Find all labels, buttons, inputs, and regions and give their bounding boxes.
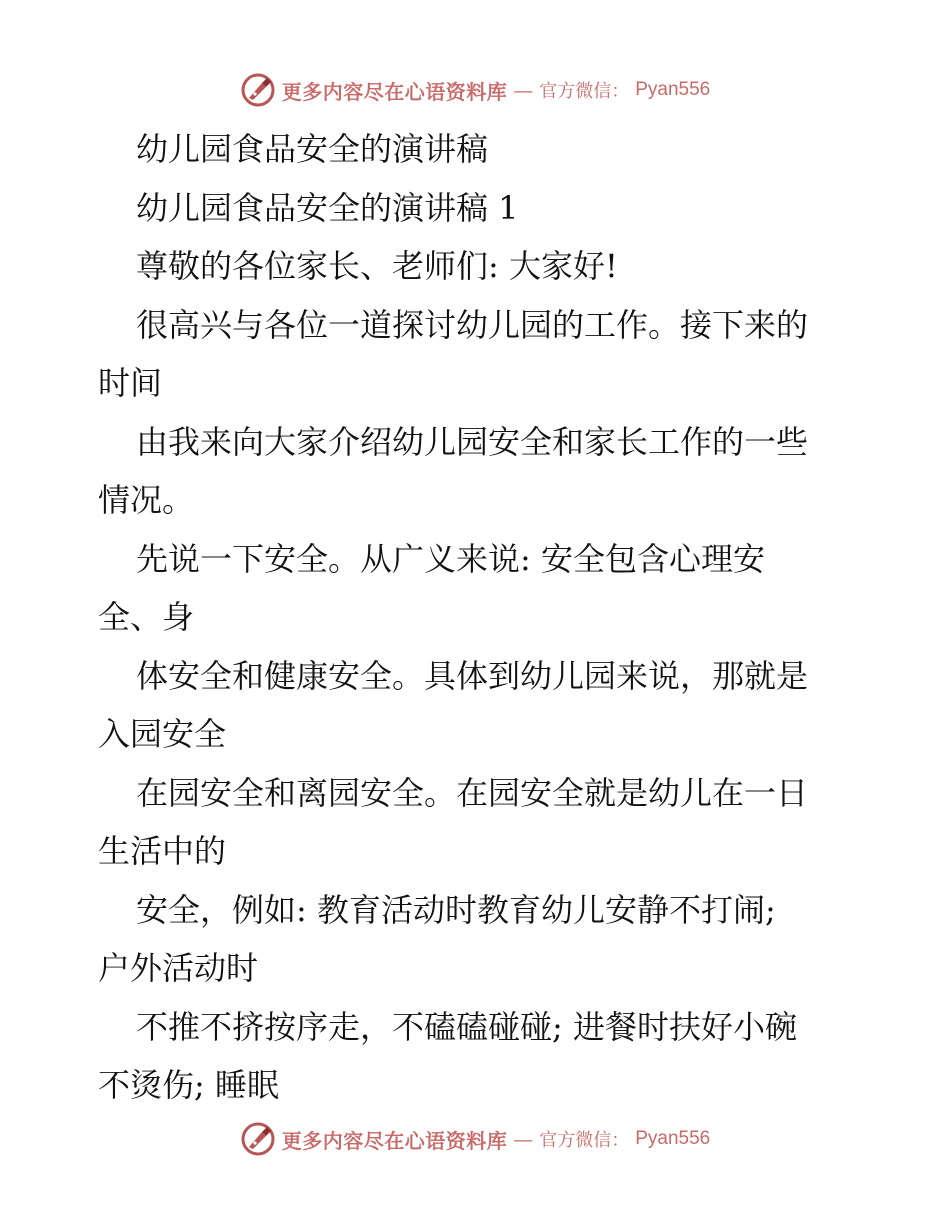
document-title: 幼儿园食品安全的演讲稿 bbox=[136, 130, 489, 168]
document-subtitle: 幼儿园食品安全的演讲稿 1 bbox=[136, 188, 519, 227]
watermark-wechat-id: Pyan556 bbox=[635, 1128, 711, 1149]
pen-nib-logo-icon bbox=[240, 1121, 276, 1157]
watermark-wechat-label: 官方微信： bbox=[539, 81, 630, 102]
paragraph-line: 不烫伤; 睡眠 bbox=[98, 1066, 279, 1104]
watermark-main-text: 更多内容尽在心语资料库 bbox=[281, 79, 508, 104]
paragraph-line: 全、身 bbox=[98, 598, 195, 636]
footer-watermark bbox=[0, 1119, 950, 1159]
paragraph-line: 情况。 bbox=[98, 481, 195, 519]
document-body bbox=[98, 120, 858, 1115]
header-watermark bbox=[0, 70, 950, 110]
paragraph-line: 安全，例如: 教育活动时教育幼儿安静不打闹; bbox=[136, 890, 776, 929]
paragraph-line: 在园安全和离园安全。在园安全就是幼儿在一日 bbox=[136, 773, 809, 812]
paragraph-line: 由我来向大家介绍幼儿园安全和家长工作的一些 bbox=[136, 422, 809, 461]
paragraph-line: 生活中的 bbox=[98, 832, 227, 870]
watermark-wechat-id: Pyan556 bbox=[635, 79, 711, 100]
watermark-main-text: 更多内容尽在心语资料库 bbox=[281, 1128, 508, 1153]
watermark-separator: — bbox=[513, 1127, 534, 1151]
paragraph-line: 不推不挤按序走，不磕磕碰碰; 进餐时扶好小碗 bbox=[136, 1007, 797, 1046]
watermark-separator: — bbox=[513, 78, 534, 102]
paragraph-line: 户外活动时 bbox=[98, 949, 259, 987]
paragraph-line: 时间 bbox=[98, 364, 163, 402]
paragraph-line: 入园安全 bbox=[98, 715, 227, 753]
pen-nib-logo-icon bbox=[240, 72, 276, 108]
watermark-wechat-label: 官方微信： bbox=[539, 1130, 630, 1151]
paragraph-line: 体安全和健康安全。具体到幼儿园来说，那就是 bbox=[136, 656, 809, 695]
paragraph-line: 先说一下安全。从广义来说: 安全包含心理安 bbox=[136, 539, 765, 578]
greeting-line: 尊敬的各位家长、老师们: 大家好! bbox=[136, 247, 618, 285]
paragraph-line: 很高兴与各位一道探讨幼儿园的工作。接下来的 bbox=[136, 305, 809, 344]
